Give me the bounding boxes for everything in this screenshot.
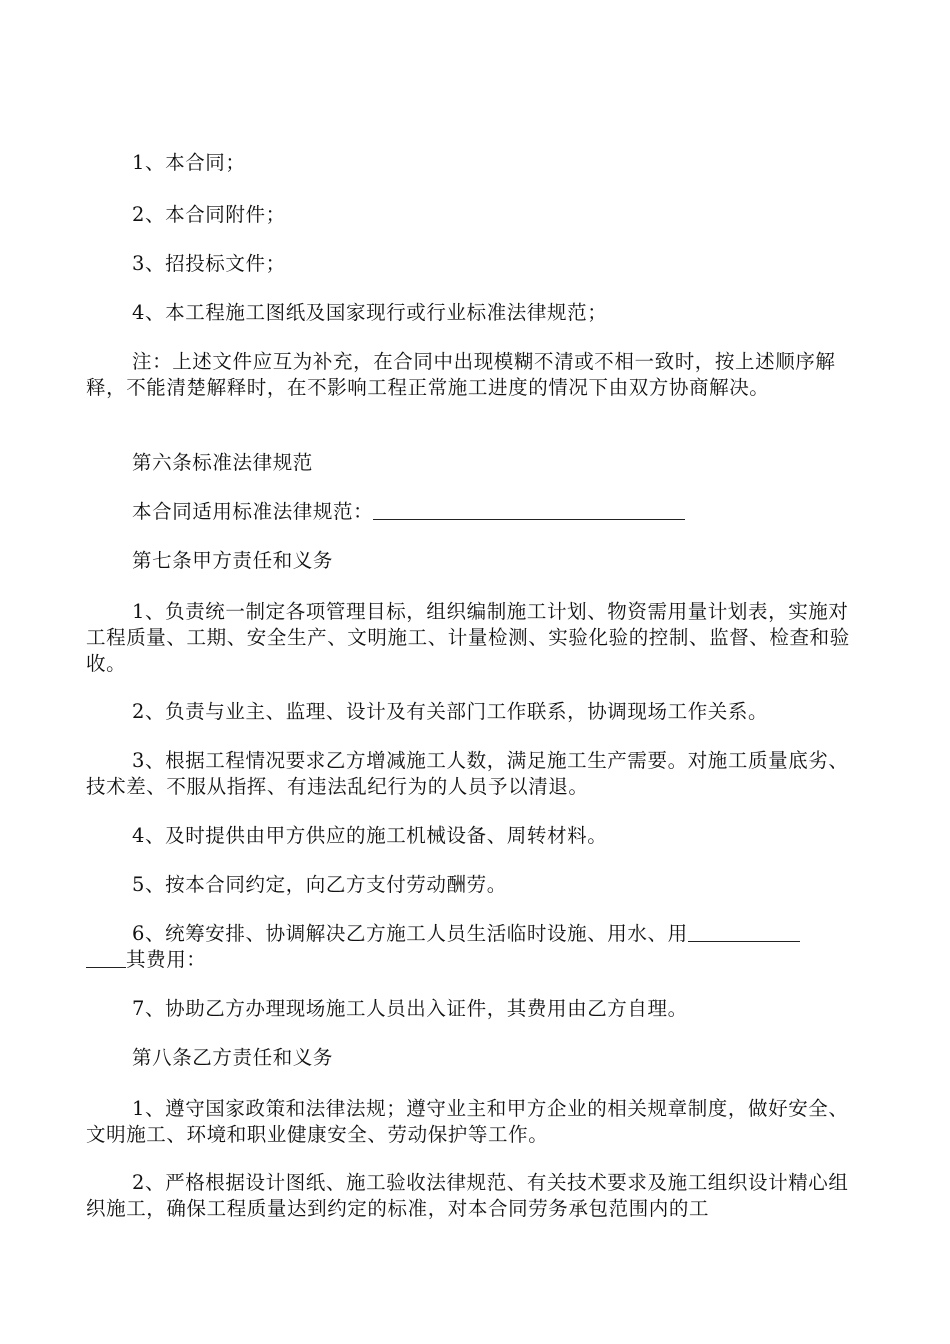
party-a-duty-1: 1、负责统一制定各项管理目标，组织编制施工计划、物资需用量计划表，实施对工程质量、工期、安全生产、文明施工、计量检测、实验化验的控制、监督、检查和验收。 bbox=[86, 600, 850, 675]
list-item-drawings-standards: 4、本工程施工图纸及国家现行或行业标准法律规范； bbox=[132, 301, 608, 324]
party-a-duty-6-blank-cont bbox=[86, 947, 126, 968]
party-a-duty-6-blank bbox=[688, 921, 800, 942]
party-a-duty-2: 2、负责与业主、监理、设计及有关部门工作联系，协调现场工作关系。 bbox=[132, 700, 769, 723]
party-a-duty-6 bbox=[86, 921, 862, 947]
note-paragraph: 注：上述文件应互为补充，在合同中出现模糊不清或不相一致时，按上述顺序解释，不能清楚解释时，在不影响工程正常施工进度的情况下由双方协商解决。 bbox=[86, 350, 836, 399]
applicable-standards-label: 本合同适用标准法律规范： bbox=[132, 500, 374, 523]
party-a-duty-6-continued bbox=[86, 947, 862, 973]
party-a-duty-6-fee: 其费用： bbox=[126, 948, 207, 971]
list-item-contract: 1、本合同； bbox=[132, 151, 246, 174]
section-heading-article-8: 第八条乙方责任和义务 bbox=[132, 1046, 334, 1069]
section-heading-article-6: 第六条标准法律规范 bbox=[132, 451, 313, 474]
section-heading-article-7: 第七条甲方责任和义务 bbox=[132, 549, 334, 572]
party-a-duty-6-text: 6、统筹安排、协调解决乙方施工人员生活临时设施、用水、用 bbox=[132, 922, 688, 945]
party-a-duty-5: 5、按本合同约定，向乙方支付劳动酬劳。 bbox=[132, 873, 507, 896]
applicable-standards-blank bbox=[373, 499, 685, 520]
list-item-contract-attachments: 2、本合同附件； bbox=[132, 203, 286, 226]
party-a-duty-7: 7、协助乙方办理现场施工人员出入证件，其费用由乙方自理。 bbox=[132, 997, 688, 1020]
party-b-duty-2: 2、严格根据设计图纸、施工验收法律规范、有关技术要求及施工组织设计精心组织施工，确保工程质量达到约定的标准，对本合同劳务承包范围内的工 bbox=[86, 1171, 849, 1220]
list-item-tender-documents: 3、招投标文件； bbox=[132, 252, 286, 275]
party-b-duty-1: 1、遵守国家政策和法律法规；遵守业主和甲方企业的相关规章制度，做好安全、文明施工、环境和职业健康安全、劳动保护等工作。 bbox=[86, 1097, 849, 1146]
party-a-duty-4: 4、及时提供由甲方供应的施工机械设备、周转材料。 bbox=[132, 824, 608, 847]
party-a-duty-3: 3、根据工程情况要求乙方增减施工人数，满足施工生产需要。对施工质量底劣、技术差、不服从指挥、有违法乱纪行为的人员予以清退。 bbox=[86, 749, 849, 798]
applicable-standards-line bbox=[86, 499, 862, 525]
